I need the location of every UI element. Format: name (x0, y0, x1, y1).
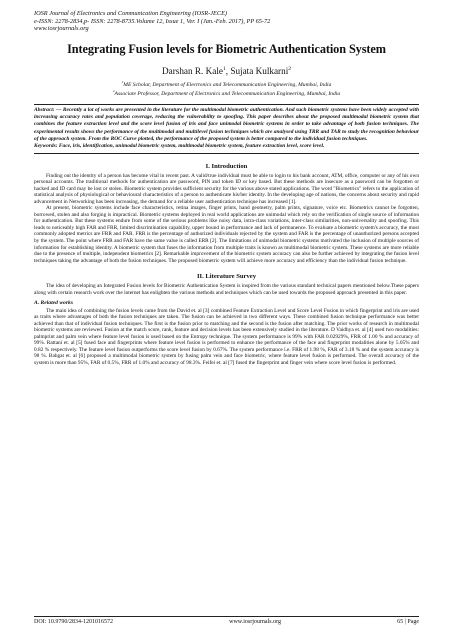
abstract-paragraph (34, 107, 419, 142)
section-heading-introduction: I. Introduction (205, 162, 248, 170)
affiliation-1-text: ME Scholar, Department of Electronics and Telecommunication Engineering, Mumbai, India (123, 81, 332, 88)
author-line (34, 66, 419, 76)
author-2-mark: 2 (288, 65, 292, 72)
keywords-label: Keywords (34, 142, 56, 149)
author-separator: , (225, 65, 231, 76)
intro-paragraph-1: Finding out the identity of a person has become vital in recent past. A valid/true individual must be able to login to his bank account, ATM, office, computer or any of his own personal accounts. The traditional methods for authentication are password, PIN and token ID or key based. But these methods are insecure as a password can be forgotten or hacked and ID card may be lost or stolen. Biometric system provides sufficient security for the various above stated applications. The word "Biometrics" refers to the application of statistical analysis of physiological or behavioural characteristics of a person to authenticate his/her identity. In the developing age of nations, the concerns about security and rapid advancement in Networking has been increasing, the demand for a reliable user authentication technique has increased [1]. (34, 172, 419, 205)
journal-website[interactable]: www.iosrjournals.org (34, 25, 89, 32)
footer-page-number: 65 | Page (397, 619, 419, 625)
abstract-text: — Recently a lot of works are presented in the literature for the multimodal biometric authentication. And such biometric systems have been widely accepted with increasing accuracy rates and population coverage, reducing the vulnerability to spoofing. This paper describes about the proposed multimodal biometric system that combines the feature extraction level and the score level fusion of iris and face unimodal biometric systems in order to take advantage of both fusion techniques. The experimental results shows the performance of the multimodal and multilevel fusion techniques which are analysed using TRR and TAR to study the recognition behaviour of the approach system. From the ROC Curve plotted, the performance of the proposed system is better compared to the individual fusion techniques. (34, 107, 419, 142)
affiliation-1 (34, 79, 419, 89)
journal-issn: e-ISSN: 2278-2834,p- ISSN: 2278-8735.Volume 12, Issue 1, Ver. I (Jan.-Feb. 2017), PP 65-72 (34, 17, 271, 25)
page-footer (34, 616, 419, 625)
affiliations (34, 79, 419, 99)
section-heading-literature-survey: II. Literature Survey (196, 273, 257, 281)
footer-website[interactable]: www.iosrjournals.org (229, 619, 281, 625)
abstract-block (34, 104, 419, 154)
keywords-paragraph (34, 143, 419, 150)
paper-title: Integrating Fusion levels for Biometric Authentication System (67, 41, 386, 56)
journal-header (34, 10, 419, 33)
journal-name: IOSR Journal of Electronics and Communication Engineering (IOSR-JECE) (34, 10, 228, 17)
subsection-heading-related-works: A. Related works (34, 300, 74, 307)
affiliation-1-mark: 1 (121, 79, 124, 84)
author-1-mark: 1 (222, 65, 226, 72)
intro-paragraph-2: At present, biometric systems include face characteristics, retina images, finger prints, hand geometry, palm prints, signature, voice etc. Biometrics cannot be forgotten, borrowed, stolen and also forging is impractical. Biometric systems deployed in real world applications are unimodal which rely on the verification of single source of information for authentication. But these systems endure from some of the serious problems like noisy data, intra-class variations, inter-class similarities, non-universality and spoofing. This leads to noticeably high FAR and FRR, limited discrimination capability, upper bound in performance and lack of permanence. To evaluate a biometric system's accuracy, the most commonly adopted metrics are FRR and FAR. FRR is the percentage of authorized individuals rejected by the system and FAR is the percentage of unauthorized persons accepted by the system. The point where FRR and FAR have the same value is called ERR [2]. The limitations of unimodal biometric systems motivated the inclusion of multiple sources of information for establishing identity. A biometric system that fuses the information from multiple traits is known as multimodal biometric system. These systems are more reliable due to the presence of multiple, independent biometrics [2]. Remarkable improvement of the biometric system accuracy can also be further achieved by integrating the fusion level techniques taking the advantage of both the fusion techniques. The proposed biometric system will achieve more accuracy and efficiency than the individual fusion technique. (34, 205, 419, 264)
footer-doi: DOI: 10.9790/2834-1201016572 (34, 619, 113, 625)
affiliation-2 (34, 88, 419, 98)
abstract-label: Abstract: (34, 107, 55, 114)
affiliation-2-text: Associate Professor, Department of Electronics and Telecommunication Engineering, Mumbai, India (114, 91, 341, 98)
affiliation-2-mark: 2 (112, 89, 115, 94)
keywords-text: : Face, iris, identification, unimodal biometric system, multimodal biometric system, feature extraction level, score level. (55, 142, 325, 149)
author-2-name: Sujata Kulkarni (230, 65, 289, 76)
author-1-name: Darshan R. Kale (161, 65, 223, 76)
literature-paragraph-1: The idea of developing an Integrated Fusion levels for Biometric Authentication System is inspired from the various standard technical papers mentioned below.These papers along with certain research work over the internet has enlighten the various methods and techniques which can be used towards the proposed approach presented in this paper. (34, 283, 419, 296)
related-works-paragraph-1: The main idea of combining the fusion levels came from the David et. al [3] combined Feature Extraction Level and Score Level Fusion in which fingerprint and iris are used as traits where advantages of both the fusion techniques are taken. The fusion can be achieved in two different ways. These combined fusion technique performance was better achieved than that of individual fusion techniques. The first is the fusion prior to matching and the second is the fusion after matching. The prior works of research in multimodal biometric systems are reviewed. Fusion at the match score, rank, feature and decision levels has been extensively studied in the literature. D Vaidhya et. al [4] used two modalities: palmprint and palm vein where feature level fusion is used based on the Entropy technique. The system performance is 99% with FAR 0.02929%, FRR of 1.00 % and accuracy of 99%. Rattani et. al [5] fused face and fingerprints where feature level fusion is performed to enhance the performance of the face and fingerprint modalities alone by 5.05% and 0.82 % respectively. The feature level fusion outperforms the score level fusion by 0.67%. The system performance i.e. FRR of 1.98 %, FAR of 3.18 % and the system accuracy is 98 %. Bahgat et. al [6] proposed a multimodal biometric system by fusing palm vein and face biometric, where feature level fusion is performed. The overall accuracy of the system is more than 95%, FAR of 0.5%, FRR of 1.0% and accuracy of 98.3%. Feifei et. al [7] fused the fingerprint and finger vein where score level fusion is performed. (34, 307, 419, 366)
